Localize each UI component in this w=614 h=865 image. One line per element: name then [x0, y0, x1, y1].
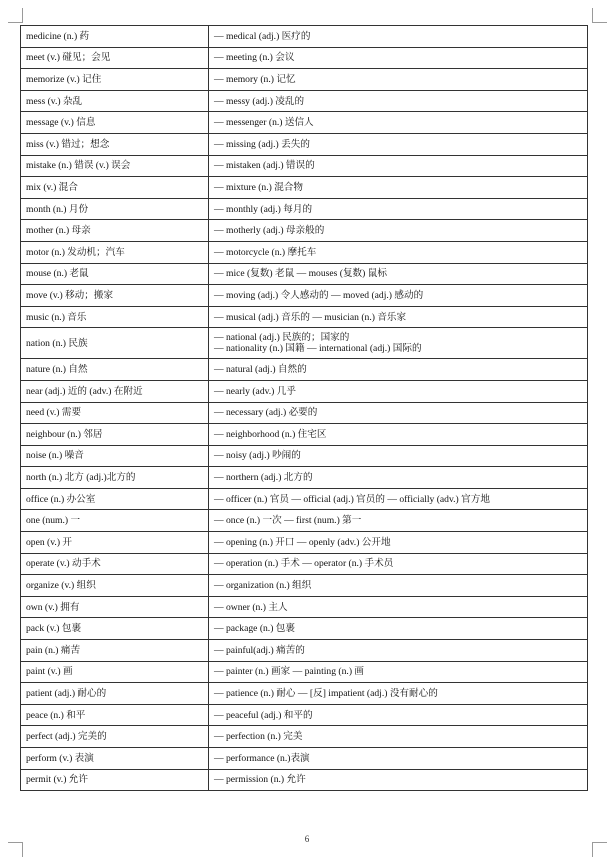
- derived-forms-cell: [209, 306, 588, 328]
- derived-form-line: — painter (n.) 画家 — painting (n.) 画: [214, 666, 365, 678]
- derived-form-line: — moving (adj.) 令人感动的 — moved (adj.) 感动的: [214, 289, 424, 301]
- derived-forms-cell: [209, 467, 588, 489]
- table-row: [21, 748, 588, 770]
- derived-forms-cell: [209, 26, 588, 48]
- table-row: [21, 69, 588, 91]
- derived-forms-cell: [209, 510, 588, 532]
- vocabulary-table-body: [21, 26, 588, 791]
- base-word-cell: mix (v.) 混合: [21, 177, 209, 199]
- derived-form-line: — natural (adj.) 自然的: [214, 364, 307, 376]
- derived-forms-cell: [209, 726, 588, 748]
- vocabulary-table: [20, 25, 588, 791]
- table-row: [21, 26, 588, 48]
- derived-forms-cell: [209, 596, 588, 618]
- crop-mark-bottom-left: [8, 842, 23, 857]
- base-word-cell: pack (v.) 包裹: [21, 618, 209, 640]
- table-row: [21, 155, 588, 177]
- table-row: [21, 640, 588, 662]
- base-word-cell: own (v.) 拥有: [21, 596, 209, 618]
- derived-forms-cell: [209, 769, 588, 791]
- base-word-cell: nation (n.) 民族: [21, 328, 209, 359]
- table-row: [21, 661, 588, 683]
- table-row: [21, 445, 588, 467]
- page-number: 6: [304, 834, 310, 844]
- base-word-cell: one (num.) 一: [21, 510, 209, 532]
- derived-form-line: — messy (adj.) 凌乱的: [214, 95, 305, 107]
- table-row: [21, 90, 588, 112]
- base-word-cell: nature (n.) 自然: [21, 359, 209, 381]
- table-row: [21, 285, 588, 307]
- base-word-cell: music (n.) 音乐: [21, 306, 209, 328]
- derived-forms-cell: [209, 69, 588, 91]
- derived-forms-cell: [209, 177, 588, 199]
- derived-form-line: — peaceful (adj.) 和平的: [214, 709, 313, 721]
- derived-form-line: — noisy (adj.) 吵闹的: [214, 450, 301, 462]
- table-row: [21, 553, 588, 575]
- table-row: [21, 402, 588, 424]
- derived-form-line: — messenger (n.) 送信人: [214, 117, 314, 129]
- derived-form-line: — permission (n.) 允许: [214, 774, 306, 786]
- derived-form-line: — medical (adj.) 医疗的: [214, 30, 311, 42]
- derived-form-line: — performance (n.)表演: [214, 752, 310, 764]
- table-row: [21, 241, 588, 263]
- table-row: [21, 220, 588, 242]
- derived-forms-cell: [209, 575, 588, 597]
- crop-mark-top-left: [8, 8, 23, 23]
- derived-forms-cell: [209, 553, 588, 575]
- derived-form-line: — monthly (adj.) 每月的: [214, 203, 313, 215]
- derived-form-line: — necessary (adj.) 必要的: [214, 407, 318, 419]
- table-row: [21, 263, 588, 285]
- derived-forms-cell: [209, 241, 588, 263]
- derived-form-line: — patience (n.) 耐心 — [反] impatient (adj.) 没有耐心的: [214, 688, 438, 700]
- base-word-cell: pain (n.) 痛苦: [21, 640, 209, 662]
- derived-form-line: — mice (复数) 老鼠 — mouses (复数) 鼠标: [214, 268, 387, 280]
- table-row: [21, 47, 588, 69]
- base-word-cell: message (v.) 信息: [21, 112, 209, 134]
- crop-mark-top-right: [592, 8, 607, 23]
- derived-form-line: — missing (adj.) 丢失的: [214, 138, 310, 150]
- base-word-cell: patient (adj.) 耐心的: [21, 683, 209, 705]
- derived-forms-cell: [209, 618, 588, 640]
- derived-forms-cell: [209, 683, 588, 705]
- derived-form-line: — owner (n.) 主人: [214, 601, 288, 613]
- base-word-cell: miss (v.) 错过；想念: [21, 133, 209, 155]
- derived-form-line: — officer (n.) 官员 — official (adj.) 官员的 — officially (adv.) 官方地: [214, 493, 490, 505]
- base-word-cell: near (adj.) 近的 (adv.) 在附近: [21, 380, 209, 402]
- derived-forms-cell: [209, 47, 588, 69]
- table-row: [21, 618, 588, 640]
- derived-form-line: — perfection (n.) 完美: [214, 731, 303, 743]
- derived-form-line: — meeting (n.) 会议: [214, 52, 295, 64]
- derived-form-line: — package (n.) 包裹: [214, 623, 295, 635]
- base-word-cell: neighbour (n.) 邻居: [21, 424, 209, 446]
- table-row: [21, 359, 588, 381]
- base-word-cell: mistake (n.) 错误 (v.) 误会: [21, 155, 209, 177]
- base-word-cell: office (n.) 办公室: [21, 488, 209, 510]
- crop-mark-bottom-right: [592, 842, 607, 857]
- derived-form-line: — musical (adj.) 音乐的 — musician (n.) 音乐家: [214, 311, 407, 323]
- base-word-cell: paint (v.) 画: [21, 661, 209, 683]
- table-row: [21, 532, 588, 554]
- base-word-cell: medicine (n.) 药: [21, 26, 209, 48]
- derived-forms-cell: [209, 328, 588, 359]
- derived-form-line: — neighborhood (n.) 住宅区: [214, 428, 327, 440]
- base-word-cell: memorize (v.) 记住: [21, 69, 209, 91]
- base-word-cell: perform (v.) 表演: [21, 748, 209, 770]
- base-word-cell: permit (v.) 允许: [21, 769, 209, 791]
- base-word-cell: open (v.) 开: [21, 532, 209, 554]
- base-word-cell: peace (n.) 和平: [21, 704, 209, 726]
- derived-forms-cell: [209, 198, 588, 220]
- derived-form-line: — opening (n.) 开口 — openly (adv.) 公开地: [214, 536, 391, 548]
- derived-forms-cell: [209, 112, 588, 134]
- base-word-cell: organize (v.) 组织: [21, 575, 209, 597]
- base-word-cell: perfect (adj.) 完美的: [21, 726, 209, 748]
- derived-forms-cell: [209, 488, 588, 510]
- derived-form-line: — mixture (n.) 混合物: [214, 181, 303, 193]
- derived-form-line: — national (adj.) 民族的；国家的: [214, 332, 350, 344]
- table-row: [21, 596, 588, 618]
- derived-form-line: — mistaken (adj.) 错误的: [214, 160, 315, 172]
- derived-forms-cell: [209, 532, 588, 554]
- table-row: [21, 683, 588, 705]
- base-word-cell: mouse (n.) 老鼠: [21, 263, 209, 285]
- derived-forms-cell: [209, 220, 588, 242]
- derived-forms-cell: [209, 640, 588, 662]
- derived-forms-cell: [209, 359, 588, 381]
- table-row: [21, 575, 588, 597]
- derived-forms-cell: [209, 748, 588, 770]
- table-row: [21, 112, 588, 134]
- derived-form-line: — motherly (adj.) 母亲般的: [214, 225, 325, 237]
- base-word-cell: move (v.) 移动；搬家: [21, 285, 209, 307]
- table-row: [21, 467, 588, 489]
- table-row: [21, 510, 588, 532]
- derived-forms-cell: [209, 263, 588, 285]
- base-word-cell: mess (v.) 杂乱: [21, 90, 209, 112]
- base-word-cell: meet (v.) 碰见；会见: [21, 47, 209, 69]
- derived-forms-cell: [209, 90, 588, 112]
- derived-forms-cell: [209, 445, 588, 467]
- table-row: [21, 704, 588, 726]
- derived-forms-cell: [209, 424, 588, 446]
- base-word-cell: north (n.) 北方 (adj.)北方的: [21, 467, 209, 489]
- derived-forms-cell: [209, 380, 588, 402]
- derived-forms-cell: [209, 661, 588, 683]
- derived-forms-cell: [209, 155, 588, 177]
- base-word-cell: operate (v.) 动手术: [21, 553, 209, 575]
- table-row: [21, 726, 588, 748]
- derived-form-line: — operation (n.) 手术 — operator (n.) 手术员: [214, 558, 394, 570]
- base-word-cell: noise (n.) 噪音: [21, 445, 209, 467]
- base-word-cell: motor (n.) 发动机；汽车: [21, 241, 209, 263]
- derived-form-line: — once (n.) 一次 — first (num.) 第一: [214, 515, 362, 527]
- base-word-cell: mother (n.) 母亲: [21, 220, 209, 242]
- base-word-cell: month (n.) 月份: [21, 198, 209, 220]
- derived-form-line: — nearly (adv.) 几乎: [214, 385, 296, 397]
- derived-forms-cell: [209, 285, 588, 307]
- table-row: [21, 380, 588, 402]
- table-row: [21, 306, 588, 328]
- derived-forms-cell: [209, 402, 588, 424]
- table-row: [21, 328, 588, 359]
- table-row: [21, 198, 588, 220]
- derived-forms-cell: [209, 133, 588, 155]
- derived-form-line: — nationality (n.) 国籍 — international (adj.) 国际的: [214, 343, 422, 355]
- table-row: [21, 177, 588, 199]
- table-row: [21, 424, 588, 446]
- table-row: [21, 133, 588, 155]
- table-row: [21, 769, 588, 791]
- derived-forms-cell: [209, 704, 588, 726]
- derived-form-line: — northern (adj.) 北方的: [214, 472, 313, 484]
- derived-form-line: — motorcycle (n.) 摩托车: [214, 246, 317, 258]
- derived-form-line: — organization (n.) 组织: [214, 580, 312, 592]
- table-row: [21, 488, 588, 510]
- derived-form-line: — painful(adj.) 痛苦的: [214, 644, 305, 656]
- base-word-cell: need (v.) 需要: [21, 402, 209, 424]
- derived-form-line: — memory (n.) 记忆: [214, 73, 296, 85]
